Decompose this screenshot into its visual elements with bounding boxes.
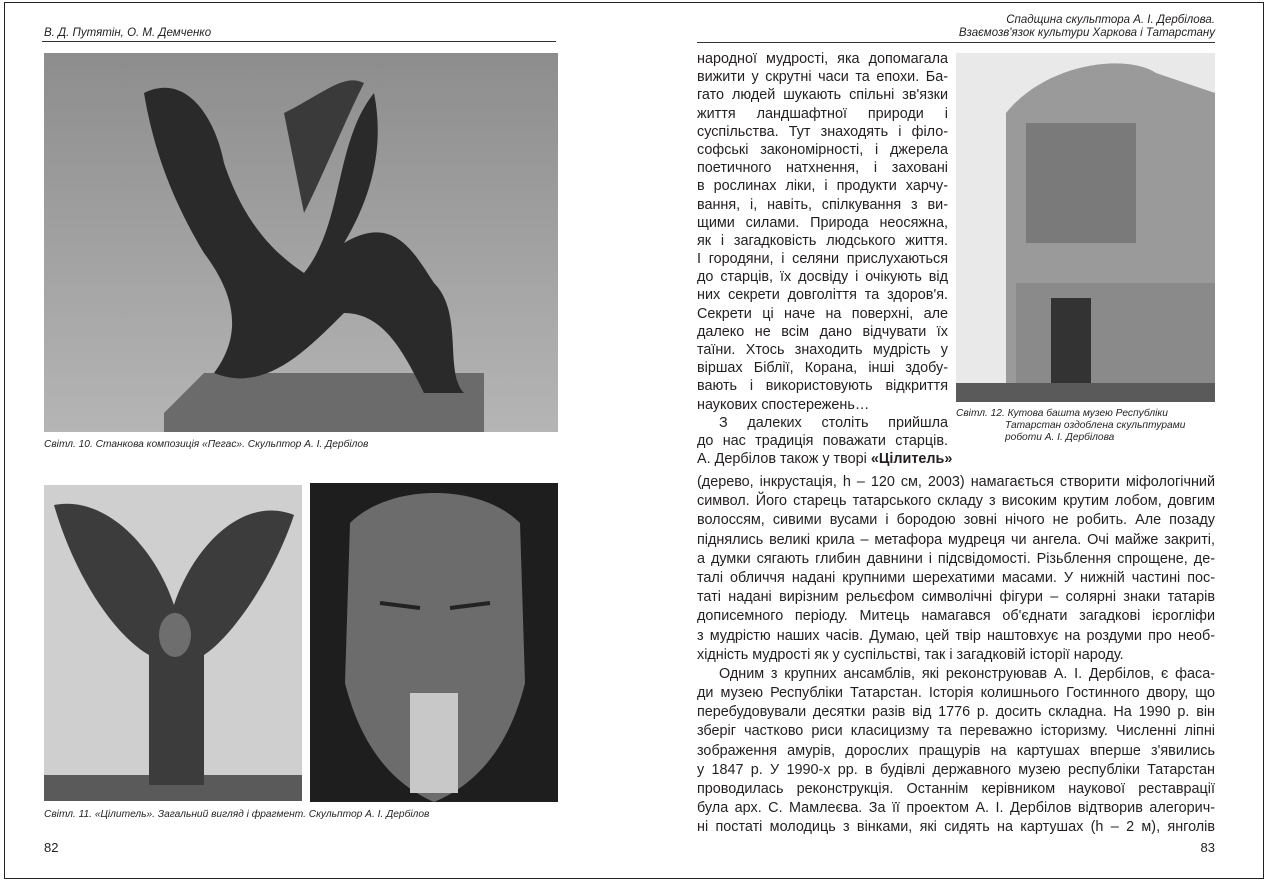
figure-10-caption: Світл. 10. Станкова композиція «Пегас». Скульптор А. І. Дербілов [44, 439, 369, 450]
right-page-number: 83 [1200, 840, 1215, 855]
text-line: суспільства. Тут знаходять і філо- [697, 123, 948, 140]
figure-11-caption: Світл. 11. «Цілитель». Загальний вигляд і фрагмент. Скульптор А. І. Дербілов [44, 809, 430, 820]
text-line: піднялись великі крила – метафора мудреця чи ангела. Очі майже закриті, [697, 531, 1215, 548]
text-line: поетичного натхнення, і заховані [697, 160, 948, 177]
text-line: вання, і, навіть, спілкування з ви- [697, 196, 948, 213]
full-width-text [697, 473, 1215, 838]
text-line: софські закономірності, і джерела [697, 141, 948, 158]
right-header-line-2: Взаємозв'язок культури Харкова і Татарстану [958, 27, 1215, 39]
text-line: символ. Його старець татарського складу з високим крутим лобом, довгим [697, 493, 1215, 510]
text-line: дописемного періоду. Митець намагався об'єднати загадкові ієрогліфи [697, 608, 1215, 625]
photo-healer-face-fragment [310, 483, 558, 802]
text-line: зображення амурів, дорослих пращурів на картушах вперше з'явились [697, 742, 1215, 759]
text-line: віршах Біблії, Корана, інші здобу- [697, 360, 948, 377]
text-line: як і загадковість людського життя. [697, 232, 948, 249]
text-line: Секрети ці наче на поверхні, але [697, 305, 948, 322]
text-line: І городяни, і селяни прислухаються [697, 251, 948, 268]
left-page-number: 82 [44, 840, 59, 855]
text-line: далеко не всім дано відчувати їх [697, 323, 948, 340]
text-line: наукових спостережень… [697, 396, 870, 413]
text-line: перебудовували десятки разів від 1776 р. досить складна. На 1990 р. він [697, 704, 1215, 721]
text-line: була арх. С. Мамлеєва. За її проектом А. І. Дербілов відтворив алегорич- [697, 800, 1215, 817]
figure-12-caption-line-1: Світл. 12. Кутова башта музею Республіки [956, 408, 1168, 419]
text-line: до старців, їх досвіду і очікують від [697, 269, 948, 286]
text-line: щими силами. Природа неосяжна, [697, 214, 948, 231]
right-header-line-1: Спадщина скульптора А. І. Дербілова. [1006, 14, 1215, 26]
text-line: талі обличчя надані крупними шерехатими масами. У нижній частині пос- [697, 569, 1215, 586]
text-line: народної мудрості, яка допомагала [697, 51, 948, 67]
text-line: ди музею Республіки Татарстан. Історія колишнього Гостинного двору, що [697, 685, 1215, 702]
text-line: (дерево, інкрустація, h – 120 см, 2003) намагається створити міфологічний [697, 474, 1215, 490]
text-line: таїни. Хтось знаходить мудрість у [697, 342, 948, 358]
text-line: до нас традиція поважати старців. [697, 432, 948, 449]
left-header-rule [42, 41, 556, 42]
right-header-rule [697, 42, 1215, 43]
text-segment: А. Дербілов також у творі [697, 451, 871, 468]
text-line: в рослинах ліки, і продукти харчу- [697, 178, 948, 195]
text-line: волоссям, сивими вусами і бородою зовні нічого не робить. Але позаду [697, 512, 1215, 529]
text-line: ні постаті молодиць з вінками, які сидять на картушах (h – 2 м), янголів [697, 819, 1215, 836]
photo-museum-corner-tower [956, 53, 1215, 402]
photo-healer-full-view [44, 485, 302, 801]
text-line: а думки сягають глибин давнини і підсвідомості. Різьблення спрощене, де- [697, 550, 1215, 567]
text-line: хідність мудрості як у суспільстві, так і загадковій історії народу. [697, 646, 1124, 663]
artwork-title: «Цілитель» [870, 451, 953, 468]
photo-pegasus-sculpture [44, 53, 558, 432]
text-line: зберіг частково риси класицизму та переважно історизму. Численні ліпні [697, 723, 1215, 740]
right-running-header [959, 14, 1215, 40]
text-line: гато людей шукають спільні зв'язки [697, 87, 948, 104]
text-line: таті надані вирізним рельєфом символічні фігури – солярні знаки татарів [697, 589, 1215, 606]
figure-12-caption [956, 408, 1185, 444]
text-line: вижити у скрутні часи та епохи. Ба- [697, 69, 948, 86]
figure-12-caption-line-2: Татарстан оздоблена скульптурами [1005, 420, 1186, 431]
text-line: Одним з крупних ансамблів, які реконструював А. І. Дербілов, є фаса- [719, 665, 1215, 682]
narrow-column-text [697, 50, 953, 468]
text-line: з мудрістю наших часів. Думаю, цей твір наштовхує на роздуми про необ- [697, 627, 1215, 644]
figure-12-caption-line-3: роботи А. І. Дербілова [1005, 432, 1115, 443]
text-line: них секрети довголіття та здоров'я. [697, 287, 948, 304]
text-line: життя ландшафтної природи і [697, 105, 948, 122]
text-line: проводилась реконструкція. Останнім керівником наукової реставрації [697, 781, 1215, 797]
text-line-with-title [697, 450, 953, 468]
text-line: З далеких століть прийшла [719, 414, 948, 431]
left-running-header: В. Д. Путятін, О. М. Демченко [44, 27, 212, 39]
text-line: у 1847 р. У 1990-х рр. в будівлі державного музею республіки Татарстан [697, 761, 1215, 778]
text-line: вають і використовують відкриття [697, 378, 948, 395]
